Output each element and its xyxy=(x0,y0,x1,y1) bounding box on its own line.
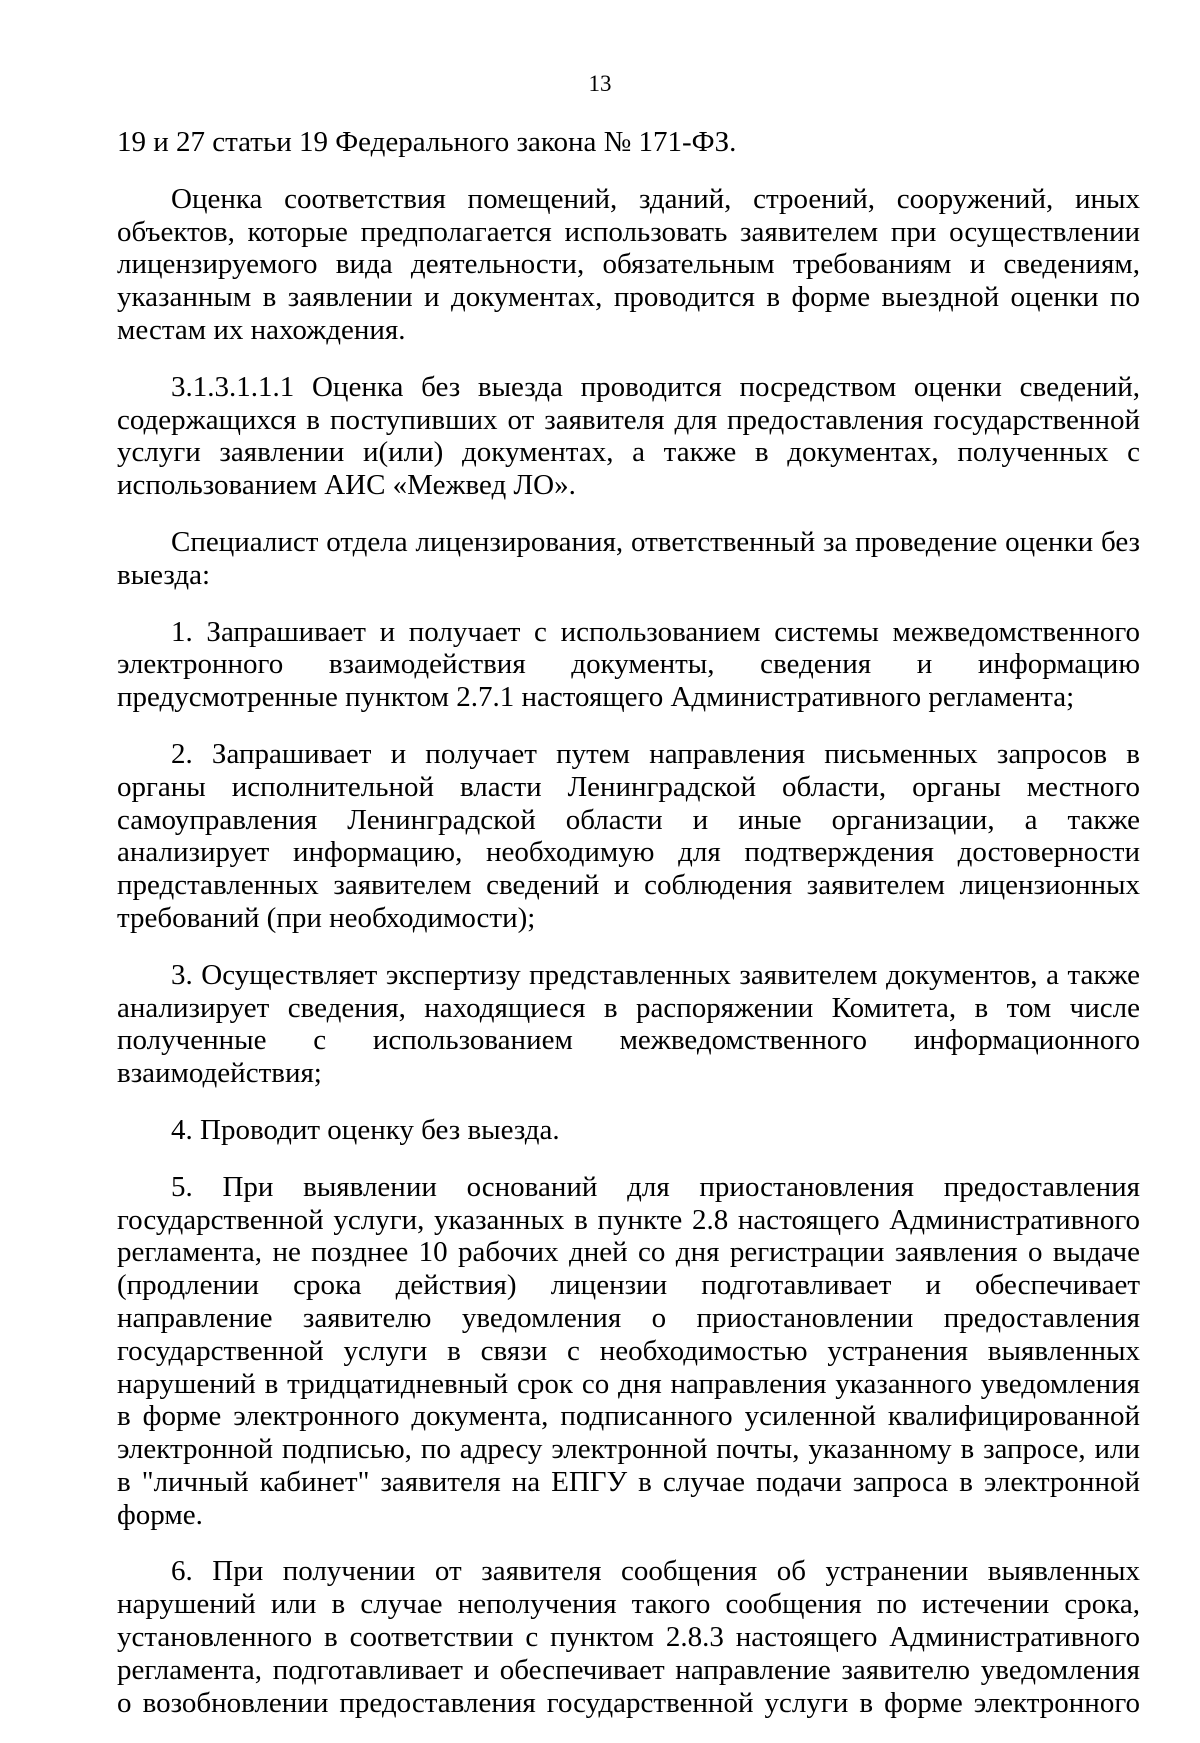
paragraph-specialist-intro: Специалист отдела лицензирования, ответственный за проведение оценки без выезда: xyxy=(117,525,1140,591)
paragraph-item-1: 1. Запрашивает и получает с использованием системы межведомственного электронного взаимодействия документы, сведения и информацию предусмотренные пунктом 2.7.1 настоящего Административного регламента; xyxy=(117,615,1140,714)
page-number: 13 xyxy=(588,71,612,96)
paragraph-item-6: 6. При получении от заявителя сообщения об устранении выявленных нарушений или в случае неполучения такого сообщения по истечении срока, установленного в соответствии с пунктом 2.8.3 настоящего Административного регламента, подготавливает и обеспечивает направление заявителю уведомления о возобновлении предоставления государственной услуги в форме электронного xyxy=(117,1555,1140,1719)
paragraph-continuation: 19 и 27 статьи 19 Федерального закона № 171-ФЗ. xyxy=(117,126,737,158)
paragraph-item-4: 4. Проводит оценку без выезда. xyxy=(171,1113,560,1146)
paragraph-clause-3-1-3-1-1-1: 3.1.3.1.1.1 Оценка без выезда проводится посредством оценки сведений, содержащихся в поступивших от заявителя для предоставления государственной услуги заявлении и(или) документах, а также в документах, полученных с использованием АИС «Межвед ЛО». xyxy=(117,370,1140,502)
document-body xyxy=(117,126,1140,1743)
paragraph-assessment-form: Оценка соответствия помещений, зданий, строений, сооружений, иных объектов, которые предполагается использовать заявителем при осуществлении лицензируемого вида деятельности, обязательным требованиям и сведениям, указанным в заявлении и документах, проводится в форме выездной оценки по местам их нахождения. xyxy=(117,182,1140,346)
paragraph-item-3: 3. Осуществляет экспертизу представленных заявителем документов, а также анализирует сведения, находящиеся в распоряжении Комитета, в том числе полученные с использованием межведомственного информационного взаимодействия; xyxy=(117,958,1140,1090)
paragraph-item-2: 2. Запрашивает и получает путем направления письменных запросов в органы исполнительной власти Ленинградской области, органы местного самоуправления Ленинградской области и иные организации, а также анализирует информацию, необходимую для подтверждения достоверности представленных заявителем сведений и соблюдения заявителем лицензионных требований (при необходимости); xyxy=(117,737,1140,934)
paragraph-item-5: 5. При выявлении оснований для приостановления предоставления государственной услуги, указанных в пункте 2.8 настоящего Административного регламента, не позднее 10 рабочих дней со дня регистрации заявления о выдаче (продлении срока действия) лицензии подготавливает и обеспечивает направление заявителю уведомления о приостановлении предоставления государственной услуги в связи с необходимостью устранения выявленных нарушений в тридцатидневный срок со дня направления указанного уведомления в форме электронного документа, подписанного усиленной квалифицированной электронной подписью, по адресу электронной почты, указанному в запросе, или в "личный кабинет" заявителя на ЕПГУ в случае подачи запроса в электронной форме. xyxy=(117,1170,1140,1531)
